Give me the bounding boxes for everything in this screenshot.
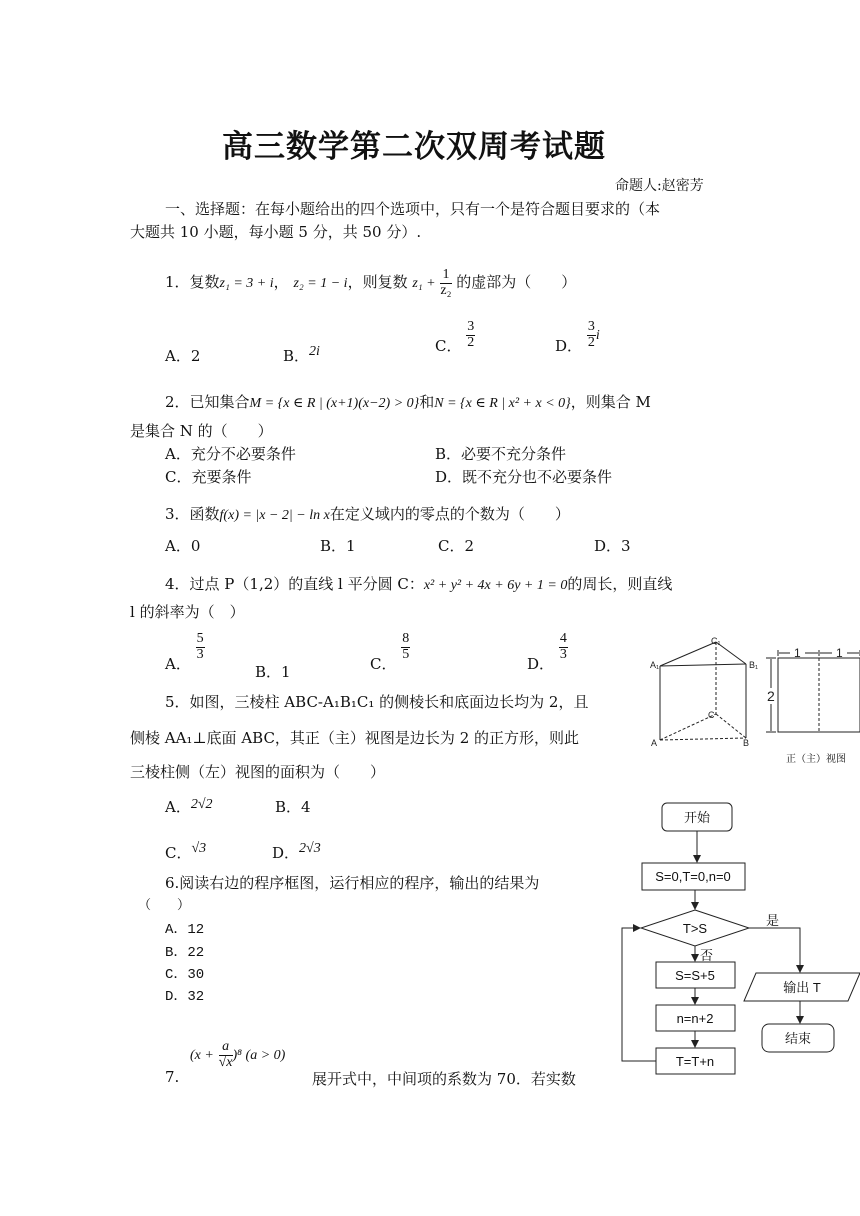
q7-expr-left: (x +: [190, 1048, 214, 1064]
q2-option-b: B．必要不充分条件: [435, 445, 567, 463]
q5-d-value: 2√3: [299, 841, 321, 856]
dim-label-1: 1: [794, 646, 801, 660]
question-1: [165, 262, 576, 304]
question-3: [165, 503, 570, 524]
q6-option-d: D．32: [165, 989, 205, 1005]
question-2: [165, 391, 651, 412]
q4-d-den: 3: [559, 646, 567, 662]
q2-suffix: ，则集合 M: [570, 393, 651, 411]
q5-a-label: A．: [165, 798, 191, 816]
q1-c-num: 3: [467, 319, 475, 334]
q5-line3: 三棱柱侧（左）视图的面积为（ ）: [130, 763, 386, 781]
q3-prefix: 3．函数: [165, 505, 220, 523]
section-intro-line1: 一、选择题：在每小题给出的四个选项中，只有一个是符合题目要求的（本: [165, 200, 661, 218]
label-c1: C₁: [711, 636, 721, 646]
q3-suffix: 在定义域内的零点的个数为（ ）: [329, 505, 570, 523]
q4-prefix: 4．过点 P（1,2）的直线 l 平分圆 C：: [165, 575, 424, 593]
page-title: 高三数学第二次双周考试题: [222, 129, 606, 165]
q1-suffix: 的虚部为（ ）: [456, 273, 577, 291]
q7-fraction: [219, 1040, 233, 1070]
front-view-caption: 正（主）视图: [786, 754, 846, 765]
flowchart: [612, 800, 860, 1090]
q4-option-c: [370, 631, 410, 674]
q1-expr-left: z₁ +: [412, 276, 436, 291]
q4-a-den: 3: [196, 646, 204, 662]
q1-option-b-label: B．: [283, 347, 310, 365]
q7-number: 7.: [165, 1068, 180, 1086]
q6-option-c: C．30: [165, 967, 205, 983]
label-a1: A₁: [650, 660, 660, 670]
q2-set-n: N = {x ∈ R | x² + x < 0}: [434, 396, 571, 411]
q3-option-c: C．2: [438, 537, 475, 555]
flow-arrow-loop-back: [622, 928, 656, 1061]
q2-line2: 是集合 N 的（ ）: [130, 422, 273, 440]
q4-a-label: A．: [165, 655, 191, 674]
q1-frac-den: z₂: [440, 282, 452, 298]
q1-option-a: A．2: [165, 347, 201, 365]
q4-suffix: 的周长，则直线: [567, 575, 673, 593]
q5-c-value: √3: [191, 841, 207, 856]
q7-expression: [190, 1040, 285, 1070]
q1-sep: ，: [273, 273, 289, 291]
q7-frac-den: √x: [218, 1054, 233, 1070]
q1-c-den: 2: [467, 334, 475, 350]
q1-z2: z₂ = 1 − i: [293, 276, 348, 291]
q4-option-d: [527, 631, 568, 674]
q6-line1: 6.阅读右边的程序框图，运行相应的程序，输出的结果为: [165, 874, 540, 892]
q1-d-den: 2: [587, 334, 595, 350]
q1-option-c-fraction: [466, 320, 475, 350]
flow-init-label: S=0,T=0,n=0: [655, 869, 731, 884]
q7-expr-right: )⁸ (a > 0): [232, 1048, 286, 1064]
q1-fraction: [440, 268, 451, 298]
author-line: 命题人:赵密芳: [615, 178, 704, 194]
q1-option-c: [435, 319, 475, 356]
label-b: B: [743, 738, 750, 748]
q4-a-num: 5: [196, 631, 204, 646]
prism-edge-ab: [660, 738, 746, 740]
q4-d-fraction: [559, 632, 568, 662]
q5-line1: 5．如图，三棱柱 ABC-A₁B₁C₁ 的侧棱长和底面边长均为 2，且: [165, 693, 589, 711]
dim-label-2: 1: [836, 646, 843, 660]
q4-line2: l 的斜率为（ ）: [130, 603, 245, 621]
prism-edge-a1c1: [660, 642, 716, 666]
q5-option-d: [272, 842, 321, 863]
q1-option-b-value: 2i: [309, 344, 320, 359]
q4-option-b: B．1: [255, 663, 291, 681]
flow-no-label: 否: [700, 948, 714, 963]
q4-a-fraction: [196, 632, 205, 662]
q1-option-c-label: C．: [435, 337, 462, 356]
q1-z1: z₁ = 3 + i: [219, 276, 274, 291]
q5-d-label: D．: [272, 844, 300, 862]
q5-option-c: [165, 842, 206, 863]
q1-mid: ，则复数: [347, 273, 408, 291]
flow-output-label: 输出 T: [783, 980, 821, 995]
flow-end-label: 结束: [784, 1031, 812, 1046]
q4-c-den: 5: [402, 646, 410, 662]
label-a: A: [651, 738, 658, 748]
q6-option-b: B．22: [165, 945, 205, 961]
q2-and: 和: [419, 393, 435, 411]
q4-equation: x² + y² + 4x + 6y + 1 = 0: [423, 578, 568, 593]
prism-edge-cb: [716, 714, 746, 738]
prism-figure: [648, 636, 860, 766]
q1-option-b: [283, 345, 320, 366]
flow-start-label: 开始: [683, 810, 711, 825]
q5-a-value: 2√2: [190, 797, 213, 812]
q2-option-c: C．充要条件: [165, 468, 252, 486]
q7-frac-num: a: [219, 1040, 233, 1056]
prism-edge-a1b1: [660, 664, 746, 666]
flow-yes-label: 是: [766, 913, 780, 928]
q3-function: f(x) = |x − 2| − ln x: [219, 508, 330, 523]
q2-prefix: 2．已知集合: [165, 393, 250, 411]
q3-option-a: A．0: [165, 537, 201, 555]
q5-line2: 侧棱 AA₁⊥底面 ABC，其正（主）视图是边长为 2 的正方形，则此: [130, 729, 580, 747]
q3-option-d: D．3: [594, 537, 631, 555]
q7-text: 展开式中，中间项的系数为 70．若实数: [312, 1070, 576, 1088]
q5-c-label: C．: [165, 844, 192, 862]
question-4: [165, 573, 672, 594]
q1-d-num: 3: [587, 319, 595, 334]
q5-option-b: B．4: [275, 798, 311, 816]
q1-option-d: [555, 319, 600, 356]
q1-option-d-label: D．: [555, 337, 583, 356]
q5-option-a: [165, 796, 213, 817]
q4-d-label: D．: [527, 655, 555, 674]
q1-frac-num: 1: [440, 268, 451, 284]
q4-c-label: C．: [370, 655, 397, 674]
flow-step2-label: n=n+2: [676, 1011, 714, 1026]
label-c: C: [708, 710, 715, 720]
q3-option-b: B．1: [320, 537, 356, 555]
q4-d-num: 4: [559, 631, 567, 646]
dim-label-side: 2: [767, 688, 775, 704]
q1-option-d-fraction: [587, 320, 596, 350]
q6-option-a: A．12: [165, 922, 205, 938]
section-intro-line2: 大题共 10 小题，每小题 5 分，共 50 分）.: [130, 223, 422, 241]
q2-option-a: A．充分不必要条件: [165, 445, 296, 463]
q2-set-m: M = {x ∈ R | (x+1)(x−2) > 0}: [249, 396, 420, 411]
q4-c-fraction: [401, 632, 410, 662]
flow-arrow-cond-output: [749, 928, 800, 972]
q1-prefix: 1．复数: [165, 273, 220, 291]
flow-step3-label: T=T+n: [675, 1054, 715, 1069]
q4-c-num: 8: [402, 631, 410, 646]
q4-option-a: [165, 631, 205, 674]
q2-option-d: D．既不充分也不必要条件: [435, 468, 613, 486]
q1-d-suffix: i: [595, 328, 600, 344]
flow-condition-label: T>S: [682, 921, 708, 936]
flow-step1-label: S=S+5: [675, 968, 715, 983]
q6-line2: （ ）: [138, 898, 191, 913]
label-b1: B₁: [749, 660, 759, 670]
